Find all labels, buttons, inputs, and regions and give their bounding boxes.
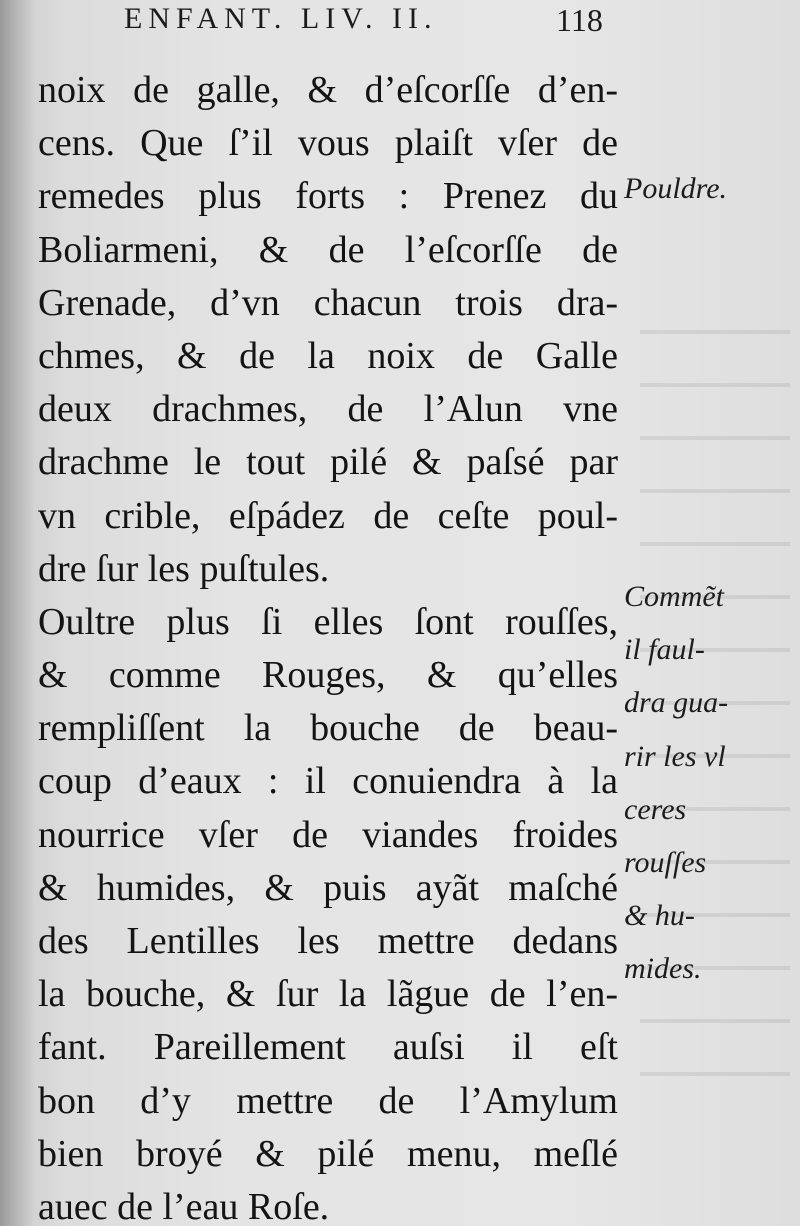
- margin-note-line: dra gua-: [624, 686, 729, 720]
- margin-note-line: mides.: [624, 952, 702, 986]
- text-line: Oultre plus ſi elles ſont rouſſes,: [38, 600, 618, 643]
- margin-note-line: rir les vl: [624, 739, 726, 773]
- margin-note-line: ceres: [624, 792, 687, 826]
- page-number: 118: [556, 2, 603, 38]
- margin-note-commet: [624, 570, 794, 996]
- running-head: ENFANT. LIV. II.: [124, 2, 438, 35]
- margin-note-line: Pouldre.: [624, 172, 728, 205]
- text-line: Boliarmeni, & de l’eſcorſſe de: [38, 228, 618, 271]
- margin-note-pouldre: [624, 162, 794, 215]
- text-line: la bouche, & ſur la lãgue de l’en-: [38, 973, 618, 1016]
- text-line: & comme Rouges, & qu’elles: [38, 654, 618, 697]
- main-text-block: [38, 64, 618, 1226]
- text-line: noix de galle, & d’eſcorſſe d’en-: [38, 69, 618, 111]
- text-line: deux drachmes, de l’Alun vne: [38, 388, 618, 431]
- text-line: drachme le tout pilé & paſsé par: [38, 441, 618, 484]
- text-line: dre ſur les puſtules.: [38, 547, 330, 590]
- page-header: [0, 2, 800, 46]
- margin-note-line: Commẽt: [624, 580, 724, 613]
- text-line: bien broyé & pilé menu, meſlé: [38, 1132, 618, 1175]
- margin-note-line: il faul-: [624, 633, 705, 667]
- text-line: chmes, & de la noix de Galle: [38, 334, 618, 377]
- text-line: auec de l’eau Roſe.: [38, 1185, 330, 1226]
- text-line: Grenade, d’vn chacun trois dra-: [38, 281, 618, 324]
- text-line: vn crible, eſpádez de ceſte poul-: [38, 494, 618, 537]
- text-line: fant. Pareillement auſsi il eſt: [38, 1026, 618, 1069]
- text-line: rempliſſent la bouche de beau-: [38, 707, 618, 750]
- text-line: des Lentilles les mettre dedans: [38, 920, 618, 962]
- margin-note-line: & hu-: [624, 899, 695, 933]
- text-line: nourrice vſer de viandes froides: [38, 813, 618, 856]
- text-line: coup d’eaux : il conuiendra à la: [38, 760, 618, 803]
- page-edge-shadow: [0, 0, 34, 1226]
- text-line: cens. Que ſ’il vous plaiſt vſer de: [38, 122, 618, 165]
- margin-note-line: rouſſes: [624, 845, 707, 879]
- text-line: & humides, & puis ayãt maſché: [38, 866, 618, 909]
- text-line: bon d’y mettre de l’Amylum: [38, 1079, 618, 1122]
- text-line: remedes plus forts : Prenez du: [38, 175, 618, 218]
